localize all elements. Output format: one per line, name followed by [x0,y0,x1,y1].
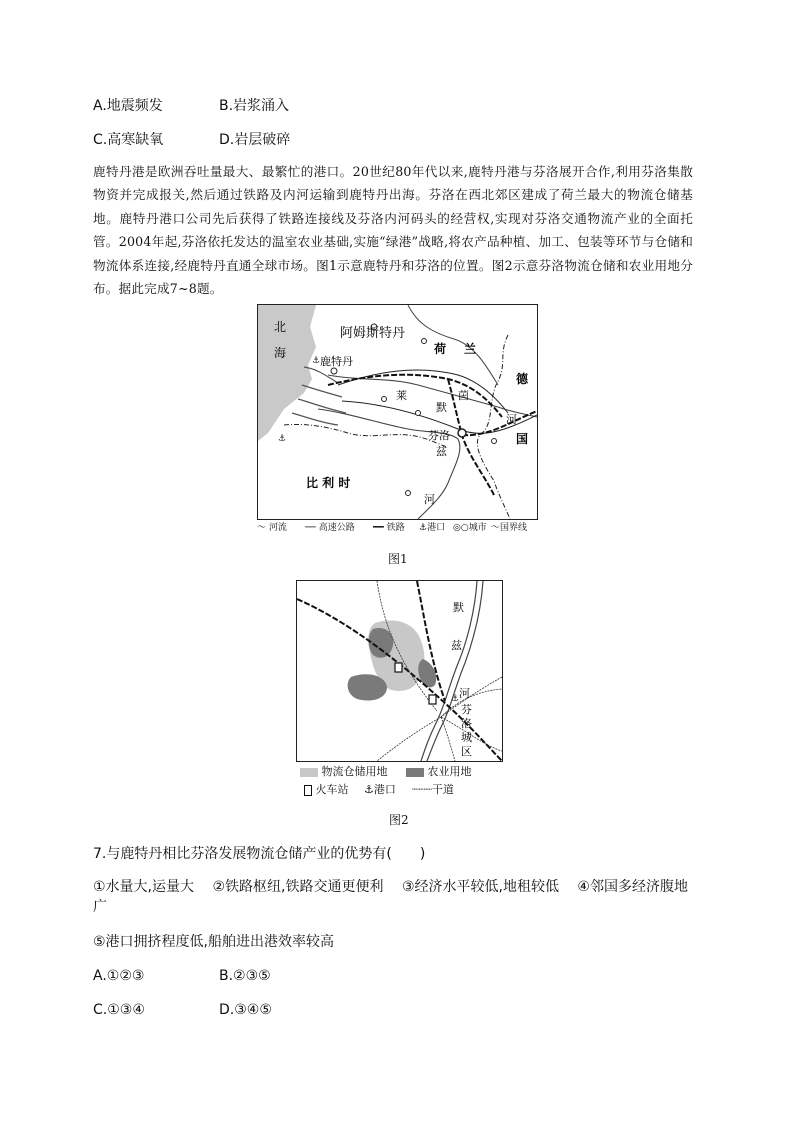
city-venlo [458,429,466,437]
figure2-map [296,580,503,762]
fig2-road-3 [377,717,441,761]
label-venlo: 芬洛 [428,429,450,442]
fig2-label-venlo-1: 芬 [461,703,472,716]
legend-agriculture-swatch [406,768,424,777]
north-sea-area [258,305,316,441]
city-rotterdam [331,368,337,374]
prev-option-d[interactable]: D.岩层破碎 [219,132,291,148]
legend-railway: ━━ 铁路 [373,523,405,533]
label-meuse-2: 兹 [436,445,447,458]
figure2-legend [300,763,500,799]
border-netherlands-belgium [284,424,448,447]
statement-3: ③经济水平较低,地租较低 [401,879,559,895]
question-7-stem: 7.与鹿特丹相比芬洛发展物流仓储产业的优势有( ) [93,846,426,862]
fig2-label-meuse-2: 兹 [451,639,462,652]
city-small-1 [382,397,387,402]
label-netherlands-1: 荷 [434,342,447,356]
statement-5: ⑤港口拥挤程度低,船舶进出港效率较高 [93,934,334,950]
prev-option-b[interactable]: B.岩浆涌入 [219,98,290,114]
fig2-label-river: 河 [459,687,470,700]
label-germany-1: 德 [516,372,529,386]
port-icon-1: ⚓ [312,356,321,366]
ijssel-river [408,305,498,385]
question-7-statements-row-1 [93,877,703,917]
city-small-4 [406,491,411,496]
label-netherlands-2: 兰 [464,342,477,356]
port-icon-2: ⚓ [278,434,287,444]
legend-railway-symbol: ━━ [373,523,384,533]
station-icon-1 [395,663,402,672]
fig2-label-venlo-3: 城 [461,731,472,744]
port-icon: ⚓ [364,783,374,796]
border-germany [477,335,510,519]
port-icon: ⚓ [419,523,428,533]
fig2-label-venlo-4: 区 [461,745,472,758]
legend-border: 〜国界线 [491,523,528,533]
figure1-caption: 图1 [388,552,408,566]
fig2-label-venlo-2: 洛 [461,717,472,730]
legend-border-symbol: 〜 [491,523,501,533]
figure2-caption: 图2 [389,813,409,827]
question-7-statements-row-2 [93,932,703,952]
label-amsterdam: 阿姆斯特丹 [340,326,406,341]
q7-option-a[interactable]: A.①②③ [93,968,145,984]
prev-option-a[interactable]: A.地震频发 [93,98,163,114]
statement-2: ②铁路枢纽,铁路交通更便利 [212,879,384,895]
legend-road-symbol: ┈┈┈ [412,783,432,796]
meuse-river [318,409,460,519]
figure1-legend [257,520,547,534]
label-belgium: 比 利 时 [306,476,351,490]
reading-passage: 鹿特丹港是欧洲吞吐量最大、最繁忙的港口。20世纪80年代以来,鹿特丹港与芬洛展开合作,利用芬洛集散物资并完成报关,然后通过铁路及内河运输到鹿特丹出海。芬洛在西北郊区建成了荷兰最大的物流仓储基地。鹿特丹港口公司先后获得了铁路连接线及芬洛内河码头的经营权,实现对芬洛交通物流产业的全面托管。2004年起,芬洛依托发达的温室农业基础,实施“绿港”战略,将农产品种植、加工、包装等环节与仓储和物流体系连接,经鹿特丹直通全球市场。图1示意鹿特丹和芬洛的位置。图2示意芬洛物流仓储和农业用地分布。据此完成7~8题。 [93,164,693,297]
figure2-svg [297,581,502,761]
label-north-sea-2: 海 [274,346,287,360]
legend-station: 火车站 [304,781,349,797]
legend-agriculture: 农业用地 [406,763,472,779]
legend-river-symbol: 〜 [257,523,267,533]
legend-highway: ── 高速公路 [305,523,355,533]
statement-4: ④邻国多经济腹地广 [93,879,688,915]
q7-option-b[interactable]: B.②③⑤ [219,968,271,984]
label-river-2: 河 [424,493,435,506]
city-icon: ◎○ [453,523,469,533]
highway-1 [338,370,508,413]
label-rhine: 莱 [396,389,407,402]
label-north-sea-1: 北 [274,320,287,334]
label-river-1: 河 [506,413,517,426]
statement-1: ①水量大,运量大 [93,879,195,895]
label-meuse-1: 默 [436,401,447,414]
legend-logistics-swatch [300,768,318,777]
railway-1 [328,375,502,417]
city-small-5 [422,339,427,344]
legend-river: 〜 河流 [257,523,287,533]
label-rhine-2: 茵 [458,389,469,402]
figure1-map [257,304,538,520]
legend-port-2: ⚓港口 [364,783,396,796]
figure1-svg [258,305,537,519]
fig2-label-meuse-1: 默 [453,601,464,614]
legend-port: ⚓港口 [419,523,446,533]
station-icon [304,785,312,796]
label-germany-2: 国 [516,432,529,446]
city-small-2 [416,411,421,416]
legend-logistics: 物流仓储用地 [300,763,388,779]
q7-option-c[interactable]: C.①③④ [93,1002,145,1018]
label-rotterdam: 鹿特丹 [320,355,353,368]
legend-city: ◎○城市 [453,523,487,533]
station-icon-2 [429,695,436,704]
agriculture-area-1 [369,628,394,658]
city-small-3 [492,439,497,444]
legend-road: ┈┈┈干道 [412,783,454,796]
q7-option-d[interactable]: D.③④⑤ [219,1002,272,1018]
legend-highway-symbol: ── [305,523,316,533]
prev-option-c[interactable]: C.高寒缺氧 [93,132,164,148]
port-icon-fig2: ⚓ [451,694,460,704]
